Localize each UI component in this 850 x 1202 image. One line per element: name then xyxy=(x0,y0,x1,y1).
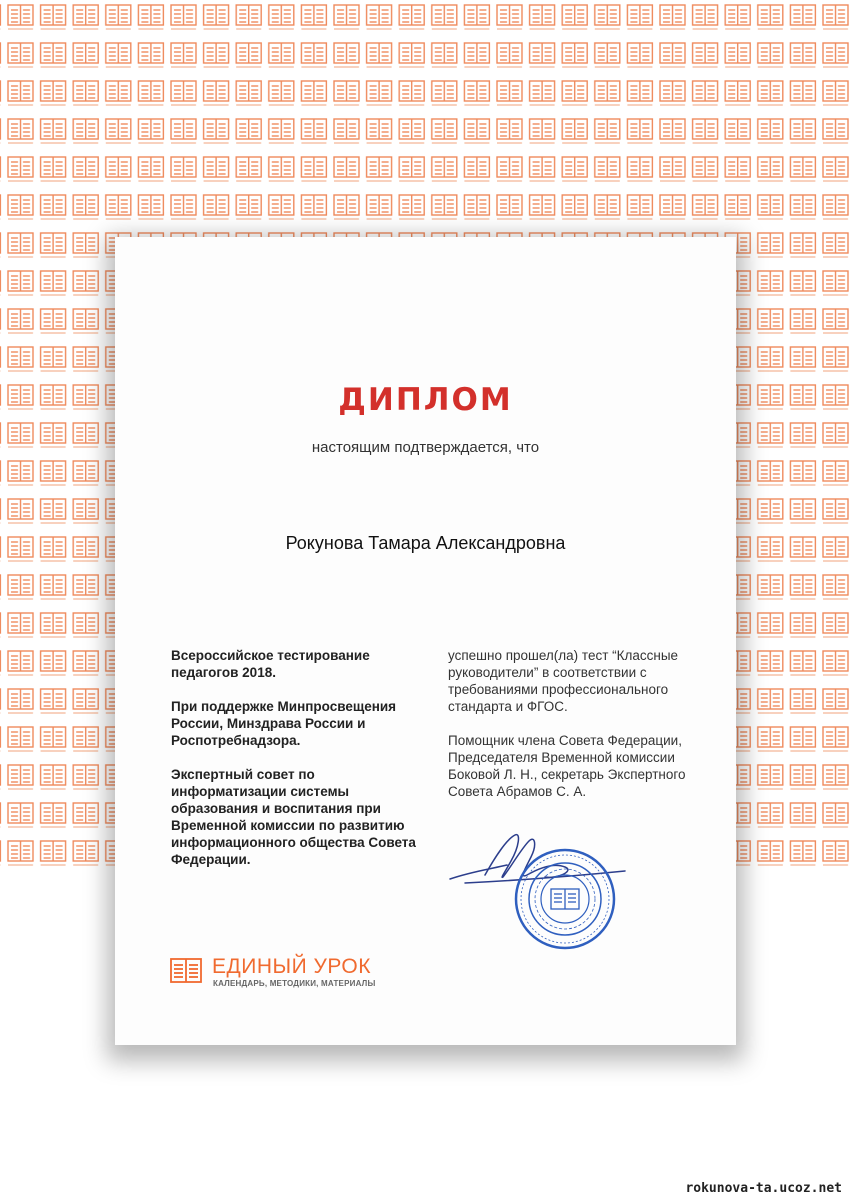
site-watermark: rokunova-ta.ucoz.net xyxy=(685,1181,842,1196)
left-paragraph: Экспертный совет по информатизации системы образования и воспитания при Временной комиссии по развитию информационного общества Совета Федерации. xyxy=(171,767,416,867)
logo-name: ЕДИНЫЙ УРОК xyxy=(212,955,371,978)
left-column xyxy=(171,647,431,885)
right-column xyxy=(448,647,713,817)
logo-tagline: КАЛЕНДАРЬ, МЕТОДИКИ, МАТЕРИАЛЫ xyxy=(213,979,376,988)
right-paragraph: Помощник члена Совета Федерации, Председателя Временной комиссии Боковой Л. Н., секретарь Экспертного Совета Абрамов С. А. xyxy=(448,733,686,799)
left-paragraph: Всероссийское тестирование педагогов 2018. xyxy=(171,648,370,680)
recipient-name: Рокунова Тамара Александровна xyxy=(285,533,566,553)
certificate-subtitle: настоящим подтверждается, что xyxy=(311,439,540,456)
left-paragraph: При поддержке Минпросвещения России, Минздрава России и Роспотребнадзора. xyxy=(171,699,397,748)
certificate xyxy=(115,237,736,1045)
right-paragraph: успешно прошел(ла) тест “Классные руководители” в соответствии с требованиями профессионального стандарта и ФГОС. xyxy=(448,648,679,714)
logo xyxy=(170,955,410,991)
book-icon xyxy=(170,957,202,985)
certificate-title: ДИПЛОМ xyxy=(338,382,513,418)
seal-stamp xyxy=(513,847,617,951)
